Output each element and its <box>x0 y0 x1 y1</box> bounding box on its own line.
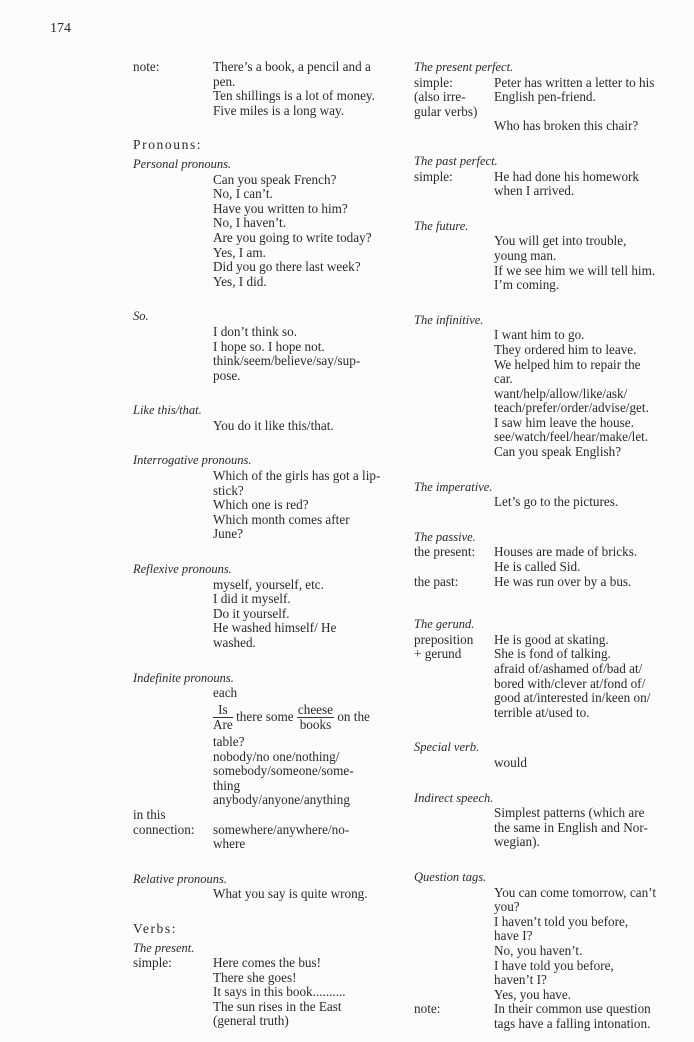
like-examples-line: You do it like this/that. <box>213 417 334 433</box>
future-examples-line: If we see him we will tell him. <box>494 262 656 278</box>
present-perfect-examples-line: Peter has written a letter to his <box>494 74 655 90</box>
passive-present-examples-line: He is called Sid. <box>494 559 581 575</box>
there-some-text: there some <box>236 708 294 724</box>
personal-pronouns-examples-line: Did you go there last week? <box>213 259 361 275</box>
so-examples-line: pose. <box>213 367 241 383</box>
personal-pronouns-heading: Personal pronouns. <box>133 156 232 171</box>
infinitive-examples-line: They ordered him to leave. <box>494 341 637 357</box>
passive-present-examples <box>494 545 676 574</box>
present-perfect-block <box>414 76 676 120</box>
question-tags-examples-line: haven’t I? <box>494 972 547 988</box>
special-verb-examples <box>414 756 676 771</box>
question-tags-examples-line: I have told you before, <box>494 957 614 973</box>
special-verb-heading: Special verb. <box>414 740 480 755</box>
reflexive-heading: Reflexive pronouns. <box>133 562 232 577</box>
indefinite-lines-line: somebody/someone/some- <box>213 763 354 779</box>
is-word: Is <box>213 703 233 719</box>
note-text-line: pen. <box>213 73 236 89</box>
interrogative-examples-line: Which one is red? <box>213 497 309 513</box>
special-verb-examples-line: would <box>494 754 527 770</box>
connection-label-2: connection: <box>133 821 195 837</box>
indirect-speech-examples <box>414 806 676 850</box>
reflexive-examples-line: myself, yourself, etc. <box>213 576 324 592</box>
gerund-heading: The gerund. <box>414 617 475 632</box>
question-note-text <box>494 1002 676 1031</box>
infinitive-examples-line: car. <box>494 371 513 387</box>
gerund-examples-line: good at/interested in/keen on/ <box>494 690 651 706</box>
question-note-label: note: <box>414 1001 441 1017</box>
question-note-text-line: tags have a falling intonation. <box>494 1015 651 1031</box>
note-text <box>213 60 395 118</box>
so-heading: So. <box>133 309 149 324</box>
reflexive-examples-line: I did it myself. <box>213 591 291 607</box>
connection-label-1: in this <box>133 806 166 822</box>
interrogative-examples-line: Which month comes after <box>213 511 350 527</box>
question-note-text-line: In their common use question <box>494 1001 651 1017</box>
indefinite-lines-line: thing <box>213 777 241 793</box>
interrogative-examples-line: June? <box>213 526 244 542</box>
past-perfect-examples-line: He had done his homework <box>494 168 640 184</box>
present-label: simple: <box>133 955 172 971</box>
gerund-block <box>414 633 676 721</box>
right-column <box>414 60 676 1031</box>
passive-present-label: the present: <box>414 544 476 560</box>
passive-past-examples-line: He was run over by a bus. <box>494 573 632 589</box>
imperative-heading: The imperative. <box>414 479 493 494</box>
relative-examples <box>133 887 395 902</box>
indefinite-lines-line: table? <box>213 733 245 749</box>
connection-lines <box>213 823 395 852</box>
past-perfect-label: simple: <box>414 168 453 184</box>
so-examples <box>133 325 395 383</box>
future-examples-line: young man. <box>494 247 557 263</box>
reflexive-examples-line: washed. <box>213 635 256 650</box>
present-examples-line: There she goes! <box>213 969 297 985</box>
note-text-line: There’s a book, a pencil and a <box>213 59 371 74</box>
interrogative-heading: Interrogative pronouns. <box>133 453 252 468</box>
cheese-books-fraction <box>297 703 334 733</box>
personal-pronouns-examples-line: Yes, I am. <box>213 244 266 260</box>
pronouns-heading: Pronouns: <box>133 137 203 153</box>
so-examples-line: I hope so. I hope not. <box>213 338 325 354</box>
infinitive-examples-line: We helped him to repair the <box>494 356 641 372</box>
infinitive-examples-line: see/watch/feel/hear/make/let. <box>494 429 649 445</box>
present-perfect-examples <box>494 76 676 120</box>
connection-lines-line: where <box>213 836 246 852</box>
infinitive-heading: The infinitive. <box>414 312 484 327</box>
question-tags-examples-line: Yes, you have. <box>494 986 572 1002</box>
note-label: note: <box>133 59 160 74</box>
question-note-block <box>414 1002 676 1031</box>
connection-text <box>213 808 395 852</box>
infinitive-examples-line: I want him to go. <box>494 327 585 343</box>
future-examples-line: I’m coming. <box>494 277 560 293</box>
past-perfect-heading: The past perfect. <box>414 153 498 168</box>
like-heading: Like this/that. <box>133 403 202 418</box>
gerund-examples-line: terrible at/used to. <box>494 704 590 720</box>
personal-pronouns-examples-line: Can you speak French? <box>213 171 337 187</box>
gerund-examples-line: He is good at skating. <box>494 631 609 647</box>
question-tags-examples-line: No, you haven’t. <box>494 942 583 958</box>
indirect-speech-heading: Indirect speech. <box>414 790 494 805</box>
gerund-examples-line: bored with/clever at/fond of/ <box>494 675 646 691</box>
connection-block <box>133 808 395 852</box>
infinitive-examples-line: want/help/allow/like/ask/ <box>494 385 628 401</box>
gerund-label-line: + gerund <box>414 646 462 662</box>
infinitive-examples-line: teach/prefer/order/advise/get. <box>494 400 649 416</box>
are-word: Are <box>213 717 233 733</box>
gerund-label <box>414 633 494 721</box>
present-perfect-label-line: simple: <box>414 74 453 90</box>
present-examples-line: It says in this book.......... <box>213 984 346 1000</box>
on-the-text: on the <box>337 708 370 724</box>
present-perfect-examples-line: English pen-friend. <box>494 89 596 105</box>
note-block <box>133 60 395 118</box>
personal-pronouns-examples-line: No, I can’t. <box>213 186 273 202</box>
future-heading: The future. <box>414 218 469 233</box>
like-examples <box>133 419 395 434</box>
gerund-examples-line: afraid of/ashamed of/bad at/ <box>494 661 643 676</box>
imperative-examples-line: Let’s go to the pictures. <box>494 494 619 510</box>
present-examples-line: (general truth) <box>213 1013 289 1029</box>
indefinite-lines-line: anybody/anyone/anything <box>213 792 350 808</box>
question-tags-examples-line: have I? <box>494 928 533 944</box>
question-tags-heading: Question tags. <box>414 869 487 884</box>
personal-pronouns-examples <box>133 173 395 290</box>
indefinite-lines-line: nobody/no one/nothing/ <box>213 748 340 764</box>
present-perfect-label-line: gular verbs) <box>414 103 478 119</box>
passive-past-label: the past: <box>414 573 459 589</box>
present-perfect-heading: The present perfect. <box>414 60 514 74</box>
present-perfect-label-line: (also irre- <box>414 89 466 105</box>
gerund-examples-line: She is fond of talking. <box>494 646 611 662</box>
left-column <box>133 60 395 1029</box>
indefinite-examples <box>133 686 395 808</box>
books-word: books <box>299 717 332 733</box>
personal-pronouns-examples-line: Have you written to him? <box>213 200 348 216</box>
indefinite-lines <box>213 735 395 808</box>
indefinite-heading: Indefinite pronouns. <box>133 670 234 685</box>
reflexive-examples <box>133 578 395 651</box>
indefinite-fraction-line <box>213 703 395 733</box>
personal-pronouns-examples-line: No, I haven’t. <box>213 215 287 231</box>
personal-pronouns-examples-line: Are you going to write today? <box>213 229 372 245</box>
passive-present-block <box>414 545 676 574</box>
relative-examples-line: What you say is quite wrong. <box>213 886 368 902</box>
indefinite-each: each <box>213 685 238 701</box>
gerund-examples <box>494 633 676 721</box>
cheese-word: cheese <box>297 701 334 717</box>
infinitive-examples <box>414 328 676 459</box>
present-perfect-extra: Who has broken this chair? <box>494 118 639 134</box>
past-perfect-examples <box>494 170 676 199</box>
present-perfect-label <box>414 76 494 120</box>
interrogative-examples-line: stick? <box>213 482 244 498</box>
so-examples-line: I don’t think so. <box>213 323 298 339</box>
note-text-line: Five miles is a long way. <box>213 102 345 118</box>
past-perfect-block <box>414 170 676 199</box>
so-examples-line: think/seem/believe/say/sup- <box>213 353 361 369</box>
indirect-speech-examples-line: Simplest patterns (which are <box>494 805 645 821</box>
future-examples <box>414 234 676 292</box>
is-are-fraction <box>213 703 233 733</box>
present-heading: The present. <box>133 940 195 955</box>
personal-pronouns-examples-line: Yes, I did. <box>213 273 267 289</box>
relative-heading: Relative pronouns. <box>133 871 227 886</box>
gerund-label-line: preposition <box>414 631 474 647</box>
past-perfect-examples-line: when I arrived. <box>494 183 575 199</box>
verbs-heading: Verbs: <box>133 920 178 936</box>
question-tags-examples <box>414 886 676 1003</box>
interrogative-examples <box>133 469 395 542</box>
indirect-speech-examples-line: the same in English and Nor- <box>494 819 648 835</box>
page-number: 174 <box>50 21 71 36</box>
future-examples-line: You will get into trouble, <box>494 233 627 249</box>
indirect-speech-examples-line: wegian). <box>494 834 540 850</box>
passive-past-examples <box>494 575 676 590</box>
present-examples-line: Here comes the bus! <box>213 955 322 971</box>
reflexive-examples-line: Do it yourself. <box>213 605 290 621</box>
passive-past-block <box>414 575 676 590</box>
question-tags-examples-line: You can come tomorrow, can’t <box>494 884 657 900</box>
reflexive-examples-line: He washed himself/ He <box>213 620 337 636</box>
passive-heading: The passive. <box>414 529 476 544</box>
passive-present-examples-line: Houses are made of bricks. <box>494 544 638 560</box>
present-block <box>133 956 395 1029</box>
infinitive-examples-line: Can you speak English? <box>494 444 622 460</box>
connection-lines-line: somewhere/anywhere/no- <box>213 821 350 837</box>
connection-spacer <box>213 808 395 823</box>
present-examples-line: The sun rises in the East <box>213 998 342 1014</box>
connection-label <box>133 808 213 852</box>
imperative-examples <box>414 495 676 510</box>
interrogative-examples-line: Which of the girls has got a lip- <box>213 468 381 484</box>
present-examples <box>213 956 395 1029</box>
note-text-line: Ten shillings is a lot of money. <box>213 88 375 104</box>
question-tags-examples-line: I haven’t told you before, <box>494 913 629 929</box>
infinitive-examples-line: I saw him leave the house. <box>494 414 634 430</box>
question-tags-examples-line: you? <box>494 899 520 915</box>
